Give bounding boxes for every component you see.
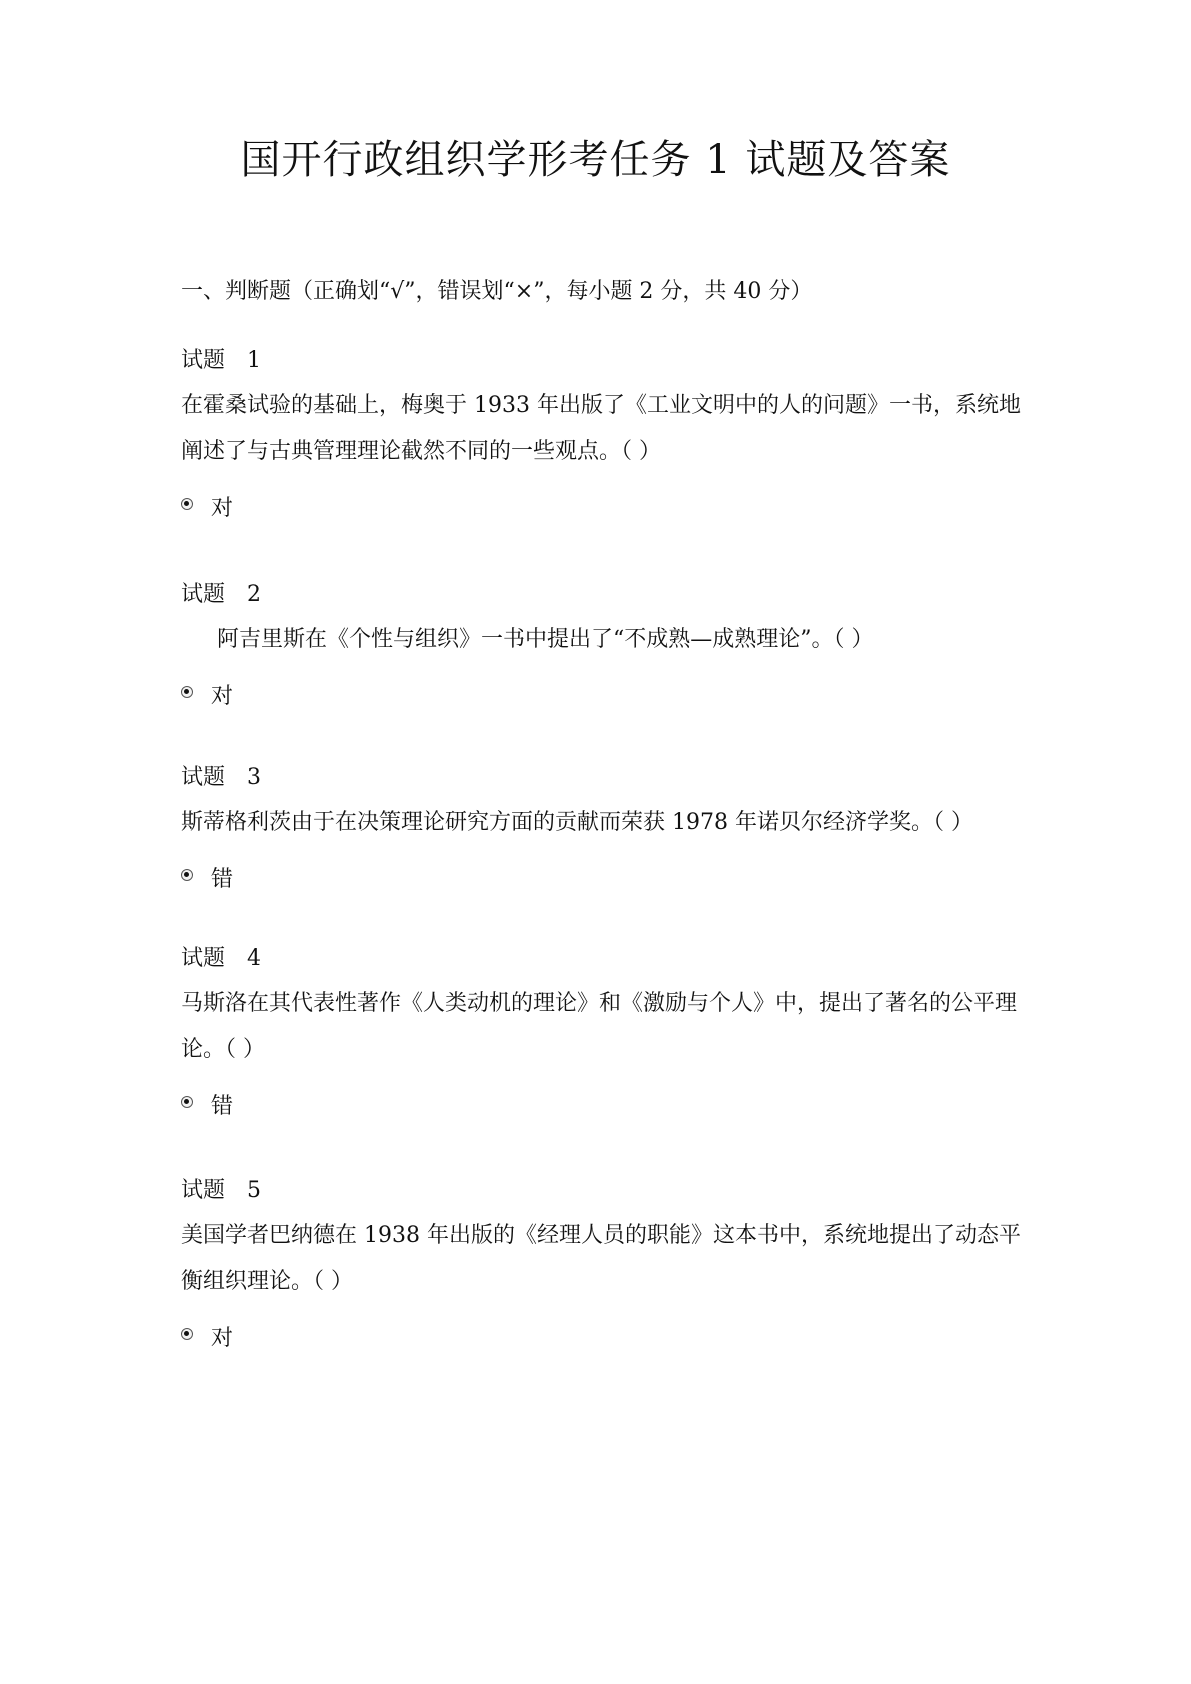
- answer-label: 对: [211, 1326, 234, 1351]
- question-label: 试题 3: [181, 765, 261, 790]
- question-label: 试题 1: [181, 348, 261, 373]
- answer-option[interactable]: [181, 860, 1031, 900]
- answer-label: 错: [211, 1094, 234, 1119]
- answer-option[interactable]: [181, 489, 1031, 529]
- answer-label: 对: [211, 496, 234, 521]
- radio-selected-icon[interactable]: [181, 498, 193, 510]
- question-text: 阿吉里斯在《个性与组织》一书中提出了“不成熟—成熟理论”。（ ）: [217, 627, 874, 652]
- section-heading: 一、判断题（正确划“√”，错误划“×”，每小题 2 分，共 40 分）: [181, 279, 813, 304]
- radio-selected-icon[interactable]: [181, 1096, 193, 1108]
- radio-selected-icon[interactable]: [181, 686, 193, 698]
- question-text: 在霍桑试验的基础上，梅奥于 1933 年出版了《工业文明中的人的问题》一书，系统地阐述了与古典管理理论截然不同的一些观点。（ ）: [181, 393, 1021, 464]
- question-text: 斯蒂格利茨由于在决策理论研究方面的贡献而荣获 1978 年诺贝尔经济学奖。（ ）: [181, 810, 973, 835]
- document-title: 国开行政组织学形考任务 1 试题及答案: [240, 137, 951, 183]
- question-5: [181, 1175, 1031, 1359]
- question-2: [181, 579, 1031, 717]
- question-label: 试题 5: [181, 1178, 261, 1203]
- answer-option[interactable]: [181, 1319, 1031, 1359]
- radio-selected-icon[interactable]: [181, 869, 193, 881]
- answer-label: 错: [211, 867, 234, 892]
- question-4: [181, 943, 1031, 1127]
- question-text: 美国学者巴纳德在 1938 年出版的《经理人员的职能》这本书中，系统地提出了动态平衡组织理论。（ ）: [181, 1223, 1021, 1294]
- answer-label: 对: [211, 684, 234, 709]
- question-1: [181, 345, 1031, 529]
- question-label: 试题 4: [181, 946, 261, 971]
- radio-selected-icon[interactable]: [181, 1328, 193, 1340]
- question-label: 试题 2: [181, 582, 261, 607]
- question-3: [181, 762, 1031, 900]
- answer-option[interactable]: [181, 677, 1031, 717]
- answer-option[interactable]: [181, 1087, 1031, 1127]
- question-text: 马斯洛在其代表性著作《人类动机的理论》和《激励与个人》中，提出了著名的公平理论。（ ）: [181, 991, 1018, 1062]
